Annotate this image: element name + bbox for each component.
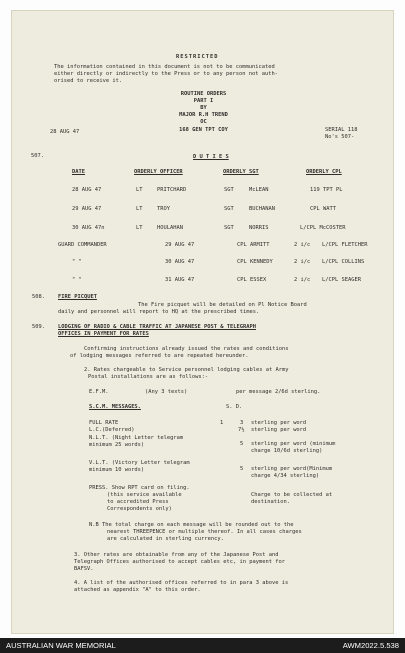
guard-2ic: 2 i/c [294, 277, 311, 283]
order-date: 28 AUG 47 [50, 129, 80, 135]
rate-label: L.C.(Deferred) [89, 427, 135, 433]
rate-desc: charge 10/6d sterling) [251, 448, 323, 454]
cables-heading-2: OFFICES IN PAYMENT FOR RATES [58, 331, 149, 337]
press-line-2: (this service available [107, 492, 182, 498]
rate-pence: 5 [240, 466, 244, 472]
guard-lcpl: L/CPL COLLINS [322, 259, 365, 265]
picquet-line-2: daily and personnel will report to HQ at the prescribed times. [58, 309, 260, 315]
guard-label: " " [72, 259, 82, 265]
press-line-4: Correspondents only) [107, 506, 172, 512]
para3-line-3: BAFSV. [74, 566, 94, 572]
orderly-sgt: NORRIS [249, 225, 269, 231]
duty-date: 29 AUG 47 [72, 206, 102, 212]
para3-line-2: Telegraph Offices authorised to accept cables etc, in payment for [74, 559, 285, 565]
orderly-officer: HOULAHAN [157, 225, 183, 231]
rate-desc: sterling per word (minimum [251, 441, 336, 447]
rate-desc: charge 4/34 sterling) [251, 473, 320, 479]
rate-pence: 5 [240, 441, 244, 447]
nb-line-2: nearest THREEPENCE or multiple thereof. In all cases charges [107, 529, 302, 535]
orders-officer: MAJOR R.H TREND [179, 112, 228, 118]
guard-cpl: CPL KENNEDY [237, 259, 273, 265]
rate-label: minimum 10 words) [89, 467, 145, 473]
press-desc-1: Charge to be collected at [251, 492, 333, 498]
officer-rank: LT [136, 187, 143, 193]
serial-number: SERIAL 118 [325, 127, 358, 133]
orderly-officer: TROY [157, 206, 170, 212]
rate-label: V.L.T. (Victory Letter telegram [89, 460, 190, 466]
duties-col-cpl: ORDERLY CPL [306, 169, 342, 175]
rate-desc: sterling per word(Minimum [251, 466, 333, 472]
para3-line-1: 3. Other rates are obtainable from any of the Japanese Post and [74, 552, 279, 558]
orders-part: PART I [193, 98, 214, 104]
rate-label: FULL RATE [89, 420, 119, 426]
officer-rank: LT [136, 225, 143, 231]
guard-cpl: CPL ARMITT [237, 242, 270, 248]
orders-by: BY [200, 105, 207, 111]
rate-desc: sterling per word [251, 427, 307, 433]
rate-desc: sterling per word [251, 420, 307, 426]
orderly-sgt: McLEAN [249, 187, 269, 193]
cables-para1-line1: Confirming instructions already issued the rates and conditions [84, 346, 289, 352]
duties-heading: D U T I E S [193, 154, 229, 160]
orderly-cpl: 119 TPT PL [310, 187, 343, 193]
accession-number: AWM2022.5.538 [342, 641, 399, 650]
sgt-rank: SGT [224, 206, 234, 212]
sgt-rank: SGT [224, 187, 234, 193]
nb-line-1: N.B The total charge on each message will be rounded out to the [89, 522, 294, 528]
orderly-cpl: L/CPL McCOSTER [300, 225, 346, 231]
guard-cpl: CPL ESSEX [237, 277, 267, 283]
rate-label: minimum 25 words) [89, 442, 145, 448]
press-line-1: PRESS. Show RPT card on filing. [89, 485, 190, 491]
para4-line-2: attached as appendix "A" to this order. [74, 587, 201, 593]
efm-label: E.F.M. [89, 389, 109, 395]
classification-stamp: RESTRICTED [176, 54, 219, 60]
guard-date: 30 AUG 47 [165, 259, 195, 265]
picquet-heading: FIRE PICQUET [58, 294, 97, 300]
notice-line-3: orised to receive it. [54, 78, 123, 84]
press-line-3: to accredited Press [107, 499, 169, 505]
cables-heading-1: LODGING OF RADIO & CABLE TRAFFIC AT JAPANESE POST & TELEGRAPH [58, 324, 256, 330]
duty-date: 30 AUG 47n [72, 225, 105, 231]
cables-para2-line2: Postal installations are as follows:- [88, 374, 209, 380]
collection-footer [0, 638, 405, 653]
guard-2ic: 2 i/c [294, 259, 311, 265]
rate-label: N.L.T. (Night Letter telegram [89, 435, 184, 441]
guard-lcpl: L/CPL FLETCHER [322, 242, 368, 248]
cables-para2-line1: 2. Rates chargeable to Service personnel lodging cables at Army [84, 367, 289, 373]
orders-oc: OC [200, 119, 207, 125]
guard-label: GUARD COMMANDER [58, 242, 107, 248]
rate-pence: 7½ [238, 427, 245, 433]
cables-para1-line2: of lodging messages referred to are repeated hereunder. [70, 353, 249, 359]
section-509-number: 509. [32, 324, 45, 330]
document-page [11, 10, 394, 634]
orderly-sgt: BUCHANAN [249, 206, 275, 212]
order-numbers: No's 507- [325, 134, 355, 140]
guard-label: " " [72, 277, 82, 283]
sd-header: S. D. [226, 404, 243, 410]
press-desc-2: destination. [251, 499, 290, 505]
institution-name: AUSTRALIAN WAR MEMORIAL [6, 641, 116, 650]
notice-line-2: either directly or indirectly to the Press or to any person not auth- [54, 71, 278, 77]
orderly-officer: PRITCHARD [157, 187, 187, 193]
rate-shillings: 1 [220, 420, 224, 426]
orderly-cpl: CPL WATT [310, 206, 336, 212]
efm-rate: per message 2/6d sterling. [236, 389, 321, 395]
duties-col-date: DATE [72, 169, 85, 175]
duties-col-officer: ORDERLY OFFICER [134, 169, 183, 175]
guard-2ic: 2 i/c [294, 242, 311, 248]
para4-line-1: 4. A list of the authorised offices referred to in para 3 above is [74, 580, 289, 586]
sgt-rank: SGT [224, 225, 234, 231]
orders-title: ROUTINE ORDERS [180, 91, 227, 97]
guard-lcpl: L/CPL SEAGER [322, 277, 361, 283]
rate-pence: 3 [240, 420, 244, 426]
scm-heading: S.C.M. MESSAGES. [89, 404, 141, 410]
orders-unit: 168 GEN TPT COY [179, 127, 228, 133]
duties-col-sgt: ORDERLY SGT [223, 169, 259, 175]
notice-line-1: The information contained in this document is not to be communicated [54, 64, 275, 70]
nb-line-3: are calculated in sterling currency. [107, 536, 224, 542]
efm-texts: (Any 3 texts) [145, 389, 188, 395]
section-507-number: 507. [31, 153, 44, 159]
duty-date: 28 AUG 47 [72, 187, 102, 193]
officer-rank: LT [136, 206, 143, 212]
guard-date: 31 AUG 47 [165, 277, 195, 283]
guard-date: 29 AUG 47 [165, 242, 195, 248]
section-508-number: 508. [32, 294, 45, 300]
picquet-line-1: The Fire picquet will be detailed on Pl Notice Board [138, 302, 307, 308]
